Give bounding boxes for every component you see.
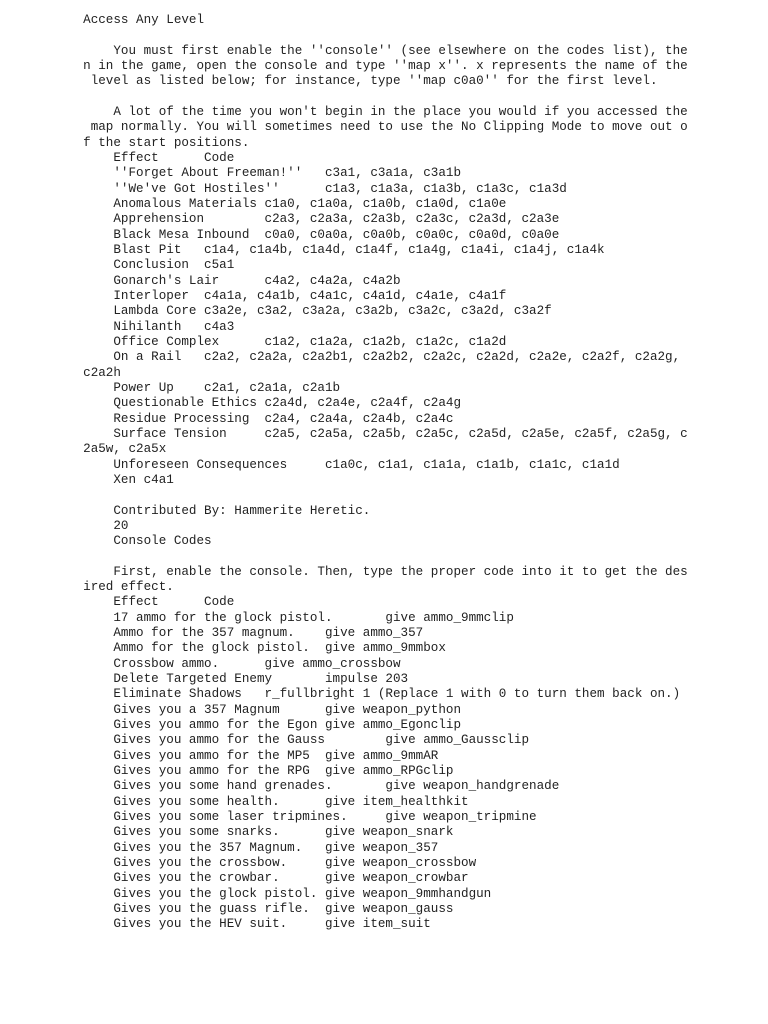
- text-line: level as listed below; for instance, type ''map c0a0'' for the first level.: [0, 74, 658, 89]
- text-line: map normally. You will sometimes need to use the No Clipping Mode to move out o: [0, 120, 688, 135]
- text-line: [0, 488, 768, 503]
- text-line: Ammo for the 357 magnum. give ammo_357: [0, 626, 424, 641]
- text-line: Gives you some snarks. give weapon_snark: [0, 825, 454, 840]
- text-line: Gives you the guass rifle. give weapon_gauss: [0, 902, 454, 917]
- text-line: Conclusion c5a1: [0, 258, 235, 273]
- text-line: On a Rail c2a2, c2a2a, c2a2b1, c2a2b2, c2a2c, c2a2d, c2a2e, c2a2f, c2a2g,: [0, 350, 681, 365]
- text-line: ired effect.: [0, 580, 174, 595]
- text-line: [0, 549, 768, 564]
- text-line: Office Complex c1a2, c1a2a, c1a2b, c1a2c, c1a2d: [0, 334, 507, 349]
- text-line: Gives you the glock pistol. give weapon_9mmhandgun: [0, 886, 492, 901]
- text-line: Gives you some hand grenades. give weapon_handgrenade: [0, 779, 560, 794]
- text-line: Interloper c4a1a, c4a1b, c4a1c, c4a1d, c4a1e, c4a1f: [0, 288, 507, 303]
- text-line: Gives you ammo for the Gauss give ammo_Gaussclip: [0, 733, 530, 748]
- text-line: 2a5w, c2a5x: [0, 442, 167, 457]
- text-line: ''Forget About Freeman!'' c3a1, c3a1a, c3a1b: [0, 166, 462, 181]
- text-line: A lot of the time you won't begin in the place you would if you accessed the: [0, 104, 688, 119]
- text-line: ''We've Got Hostiles'' c1a3, c1a3a, c1a3b, c1a3c, c1a3d: [0, 181, 567, 196]
- text-line: Gives you a 357 Magnum give weapon_python: [0, 702, 462, 717]
- text-line: [0, 90, 768, 105]
- text-line: n in the game, open the console and type ''map x''. x represents the name of the: [0, 58, 688, 73]
- text-line: Gives you the 357 Magnum. give weapon_357: [0, 840, 439, 855]
- text-line: Gives you some health. give item_healthkit: [0, 794, 469, 809]
- text-line: c2a2h: [0, 365, 121, 380]
- text-line: Power Up c2a1, c2a1a, c2a1b: [0, 380, 341, 395]
- text-line: Access Any Level: [0, 13, 205, 27]
- text-line: Unforeseen Consequences c1a0c, c1a1, c1a1a, c1a1b, c1a1c, c1a1d: [0, 457, 620, 472]
- text-line: 20: [0, 518, 129, 533]
- text-line: Gives you ammo for the MP5 give ammo_9mmAR: [0, 748, 439, 763]
- text-line: Xen c4a1: [0, 472, 174, 487]
- text-line: Eliminate Shadows r_fullbright 1 (Replace 1 with 0 to turn them back on.): [0, 687, 681, 702]
- text-line: Blast Pit c1a4, c1a4b, c1a4d, c1a4f, c1a4g, c1a4i, c1a4j, c1a4k: [0, 242, 605, 257]
- text-line: Black Mesa Inbound c0a0, c0a0a, c0a0b, c0a0c, c0a0d, c0a0e: [0, 227, 560, 242]
- text-line: Anomalous Materials c1a0, c1a0a, c1a0b, c1a0d, c1a0e: [0, 196, 507, 211]
- text-line: 17 ammo for the glock pistol. give ammo_9mmclip: [0, 610, 514, 625]
- text-line: Console Codes: [0, 534, 212, 549]
- text-line: Gonarch's Lair c4a2, c4a2a, c4a2b: [0, 273, 401, 288]
- document-body: [0, 13, 768, 948]
- text-line: Residue Processing c2a4, c2a4a, c2a4b, c2a4c: [0, 411, 454, 426]
- text-line: Gives you the crossbow. give weapon_crossbow: [0, 856, 477, 871]
- text-line: First, enable the console. Then, type the proper code into it to get the des: [0, 564, 688, 579]
- text-line: Effect Code: [0, 595, 235, 610]
- text-line: Effect Code: [0, 150, 235, 165]
- text-line: You must first enable the ''console'' (see elsewhere on the codes list), the: [0, 43, 688, 58]
- text-line: Nihilanth c4a3: [0, 319, 235, 334]
- text-line: Apprehension c2a3, c2a3a, c2a3b, c2a3c, c2a3d, c2a3e: [0, 212, 560, 227]
- text-line: Gives you ammo for the RPG give ammo_RPGclip: [0, 764, 454, 779]
- text-line: Questionable Ethics c2a4d, c2a4e, c2a4f, c2a4g: [0, 396, 462, 411]
- text-line: Ammo for the glock pistol. give ammo_9mmbox: [0, 641, 446, 656]
- text-line: Gives you the crowbar. give weapon_crowbar: [0, 871, 469, 886]
- text-line: Lambda Core c3a2e, c3a2, c3a2a, c3a2b, c3a2c, c3a2d, c3a2f: [0, 304, 552, 319]
- text-line: Gives you ammo for the Egon give ammo_Egonclip: [0, 718, 462, 733]
- text-line: [0, 28, 768, 43]
- text-line: f the start positions.: [0, 135, 250, 150]
- text-line: Gives you the HEV suit. give item_suit: [0, 917, 431, 932]
- text-line: Gives you some laser tripmines. give weapon_tripmine: [0, 810, 537, 825]
- text-line: Delete Targeted Enemy impulse 203: [0, 672, 409, 687]
- text-line: Surface Tension c2a5, c2a5a, c2a5b, c2a5c, c2a5d, c2a5e, c2a5f, c2a5g, c: [0, 426, 688, 441]
- text-line: Crossbow ammo. give ammo_crossbow: [0, 656, 401, 671]
- text-line: Contributed By: Hammerite Heretic.: [0, 503, 371, 518]
- text-line: [0, 933, 768, 948]
